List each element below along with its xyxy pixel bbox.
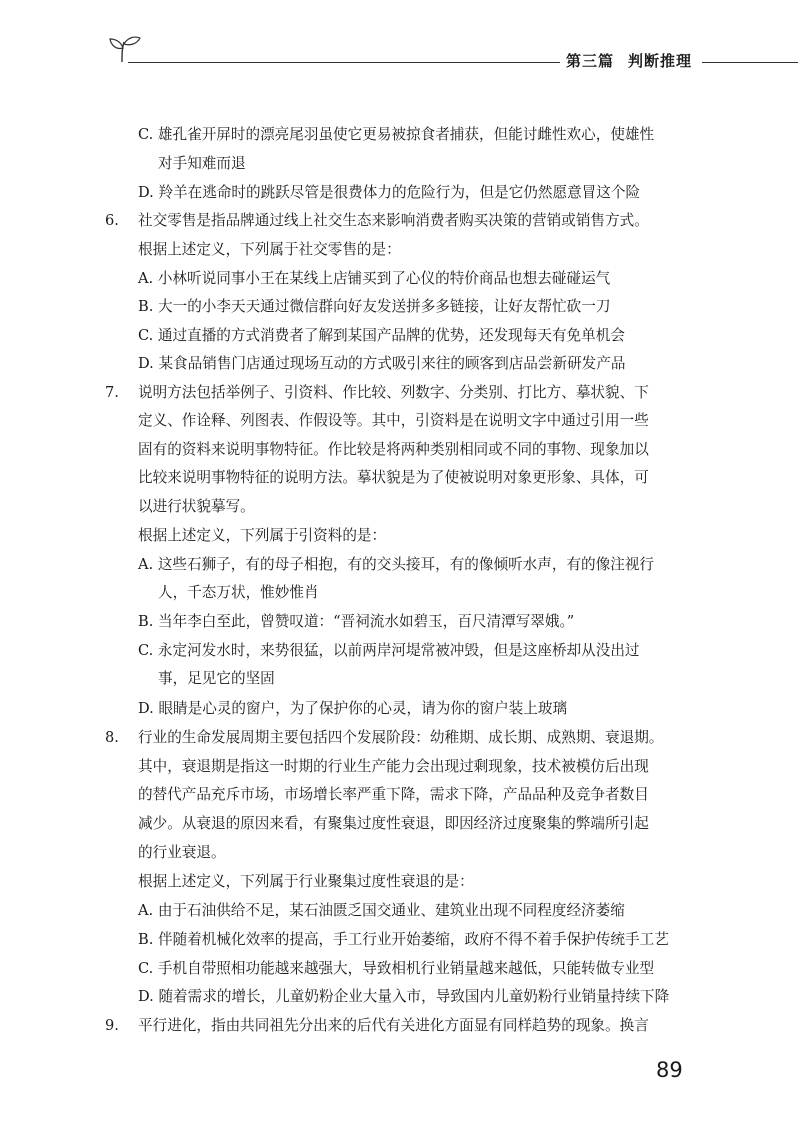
sprout-icon — [108, 34, 142, 64]
q8-stem-5: 的行业衰退。 — [138, 844, 226, 861]
q8-option-a: A. 由于石油供给不足，某石油匮乏国交通业、建筑业出现不同程度经济萎缩 — [138, 902, 625, 919]
q6-option-d: D. 某食品销售门店通过现场互动的方式吸引来往的顾客到店品尝新研发产品 — [138, 355, 626, 372]
chapter-section: 判断推理 — [628, 52, 693, 70]
q7-option-a-cont: 人，千态万状，惟妙惟肖 — [158, 584, 319, 601]
chapter-heading — [566, 50, 692, 71]
q5-option-c-cont: 对手知难而退 — [158, 155, 246, 172]
q6-stem: 社交零售是指品牌通过线上社交生态来影响消费者购买决策的营销或销售方式。 — [138, 212, 649, 229]
q5-option-c: C. 雄孔雀开屏时的漂亮尾羽虽使它更易被掠食者捕获，但能讨雌性欢心，使雄性 — [138, 126, 655, 143]
q6-option-a: A. 小林听说同事小王在某线上店铺买到了心仪的特价商品也想去碰碰运气 — [138, 270, 611, 287]
q7-stem-3: 固有的资料来说明事物特征。作比较是将两种类别相同或不同的事物、现象加以 — [138, 441, 649, 458]
q6-option-c: C. 通过直播的方式消费者了解到某国产品牌的优势，还发现每天有免单机会 — [138, 327, 625, 344]
q8-option-d: D. 随着需求的增长，儿童奶粉企业大量入市，导致国内儿童奶粉行业销量持续下降 — [138, 988, 670, 1005]
q7-option-c-cont: 事，足见它的坚固 — [158, 670, 275, 687]
q7-number: 7. — [105, 384, 119, 401]
q8-option-b: B. 伴随着机械化效率的提高，手工行业开始萎缩，政府不得不着手保护传统手工艺 — [138, 931, 669, 948]
q8-option-c: C. 手机自带照相功能越来越强大，导致相机行业销量越来越低，只能转做专业型 — [138, 960, 655, 977]
q7-question: 根据上述定义，下列属于引资料的是： — [138, 527, 387, 544]
q8-stem-2: 其中，衰退期是指这一时期的行业生产能力会出现过剩现象，技术被模仿后出现 — [138, 758, 649, 775]
q8-number: 8. — [105, 729, 119, 746]
q9-number: 9. — [105, 1017, 119, 1034]
q8-stem-3: 的替代产品充斥市场，市场增长率严重下降，需求下降，产品品种及竞争者数目 — [138, 786, 649, 803]
q7-stem-4: 比较来说明事物特征的说明方法。摹状貌是为了使被说明对象更形象、具体，可 — [138, 469, 649, 486]
page-header — [0, 0, 800, 80]
q6-number: 6. — [105, 212, 119, 229]
q7-option-c: C. 永定河发水时，来势很猛，以前两岸河堤常被冲毁，但是这座桥却从没出过 — [138, 642, 640, 659]
page-number: 89 — [656, 1058, 683, 1082]
chapter-part: 第三篇 — [566, 52, 615, 70]
q8-question: 根据上述定义，下列属于行业聚集过度性衰退的是： — [138, 873, 474, 890]
header-rule-left — [128, 62, 560, 63]
q9-stem-1: 平行进化，指由共同祖先分出来的后代有关进化方面显有同样趋势的现象。换言 — [138, 1017, 649, 1034]
q6-question: 根据上述定义，下列属于社交零售的是： — [138, 241, 401, 258]
q7-option-d: D. 眼睛是心灵的窗户，为了保护你的心灵，请为你的窗户装上玻璃 — [138, 700, 568, 717]
q7-option-a: A. 这些石狮子，有的母子相抱，有的交头接耳，有的像倾听水声，有的像注视行 — [138, 556, 655, 573]
q7-stem-2: 定义、作诠释、列图表、作假设等。其中，引资料是在说明文字中通过引用一些 — [138, 412, 649, 429]
q7-option-b: B. 当年李白至此，曾赞叹道：“晋祠流水如碧玉，百尺清潭写翠娥。” — [138, 613, 575, 630]
header-rule-right — [702, 62, 798, 63]
q8-stem-1: 行业的生命发展周期主要包括四个发展阶段：幼稚期、成长期、成熟期、衰退期。 — [138, 729, 664, 746]
q5-option-d: D. 羚羊在逃命时的跳跃尽管是很费体力的危险行为，但是它仍然愿意冒这个险 — [138, 184, 641, 201]
q7-stem-1: 说明方法包括举例子、引资料、作比较、列数字、分类别、打比方、摹状貌、下 — [138, 384, 649, 401]
q6-option-b: B. 大一的小李天天通过微信群向好友发送拼多多链接，让好友帮忙砍一刀 — [138, 298, 611, 315]
q7-stem-5: 以进行状貌摹写。 — [138, 498, 255, 515]
q8-stem-4: 减少。从衰退的原因来看，有聚集过度性衰退，即因经济过度聚集的弊端所引起 — [138, 815, 649, 832]
